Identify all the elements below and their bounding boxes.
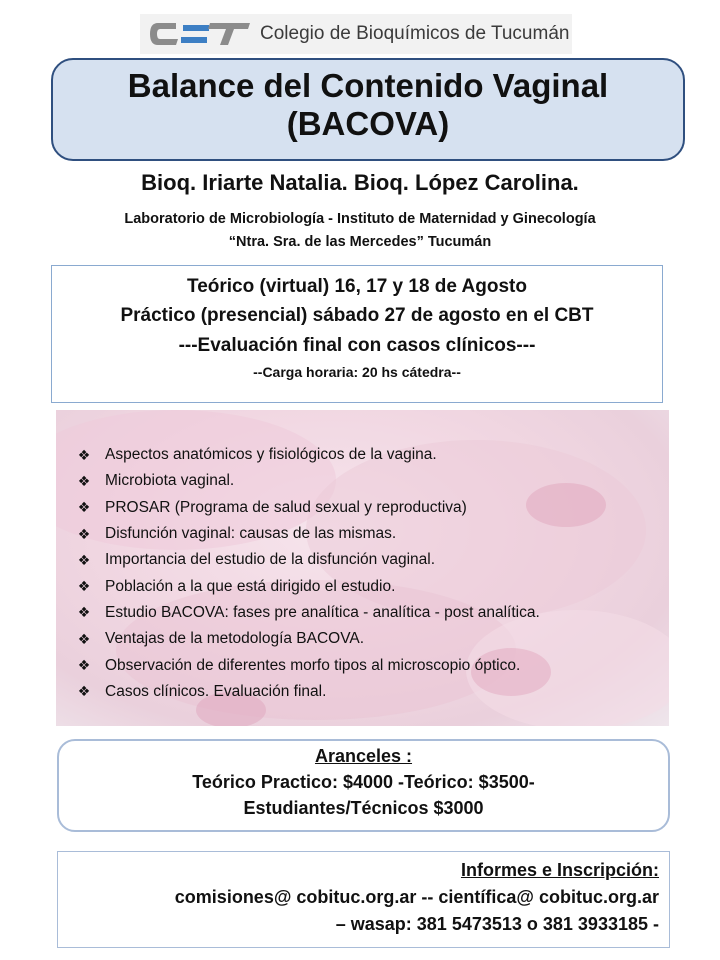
info-heading: Informes e Inscripción: (460, 860, 659, 880)
schedule-box (51, 265, 663, 403)
diamond-bullet-icon: ❖ (77, 630, 91, 647)
diamond-bullet-icon: ❖ (77, 683, 91, 700)
page-title-acronym: (BACOVA) (286, 105, 450, 143)
topic-text: PROSAR (Programa de salud sexual y reproductiva) (105, 498, 467, 516)
schedule-theory: Teórico (virtual) 16, 17 y 18 de Agosto (187, 276, 527, 297)
topic-text: Aspectos anatómicos y fisiológicos de la vagina. (105, 446, 437, 464)
lab-line: “Ntra. Sra. de las Mercedes” Tucumán (228, 234, 492, 251)
fees-heading: Aranceles : (314, 746, 413, 766)
diamond-bullet-icon: ❖ (77, 446, 91, 463)
lab-affiliation (0, 208, 720, 254)
fees-box (57, 739, 670, 832)
topic-text: Importancia del estudio de la disfunción vaginal. (105, 551, 436, 569)
topic-text: Microbiota vaginal. (105, 472, 235, 490)
header-logo-bar (140, 14, 572, 54)
topics-list (76, 442, 540, 705)
info-box (57, 851, 670, 948)
list-item (76, 626, 540, 652)
schedule-hours: --Carga horaria: 20 hs cátedra-- (253, 364, 461, 381)
title-box (51, 58, 685, 161)
topic-text: Población a la que está dirigido el estudio. (105, 577, 396, 595)
diamond-bullet-icon: ❖ (77, 472, 91, 489)
diamond-bullet-icon: ❖ (77, 499, 91, 516)
fees-line: Estudiantes/Técnicos $3000 (243, 798, 484, 819)
list-item (76, 442, 540, 468)
schedule-practice: Práctico (presencial) sábado 27 de agosto en el CBT (120, 305, 594, 327)
list-item (76, 652, 540, 678)
diamond-bullet-icon: ❖ (77, 604, 91, 621)
topic-text: Ventajas de la metodología BACOVA. (105, 630, 365, 648)
list-item (76, 468, 540, 494)
page-title: Balance del Contenido Vaginal (127, 67, 609, 104)
topic-text: Casos clínicos. Evaluación final. (105, 682, 327, 700)
list-item (76, 679, 540, 705)
schedule-evaluation: ---Evaluación final con casos clínicos--- (178, 334, 536, 356)
cbt-logo-icon (146, 19, 254, 49)
fees-line: Teórico Practico: $4000 -Teórico: $3500- (192, 772, 535, 793)
list-item (76, 573, 540, 599)
list-item (76, 547, 540, 573)
list-item (76, 521, 540, 547)
topic-text: Estudio BACOVA: fases pre analítica - analítica - post analítica. (105, 603, 540, 621)
logo-text: Colegio de Bioquímicos de Tucumán (260, 23, 570, 44)
diamond-bullet-icon: ❖ (77, 551, 91, 568)
diamond-bullet-icon: ❖ (77, 657, 91, 674)
list-item (76, 600, 540, 626)
topic-text: Observación de diferentes morfo tipos al microscopio óptico. (105, 656, 521, 674)
authors: Bioq. Iriarte Natalia. Bioq. López Carolina. (141, 170, 579, 195)
info-phones: – wasap: 381 5473513 o 381 3933185 - (335, 914, 659, 934)
topics-panel (56, 410, 669, 726)
lab-line: Laboratorio de Microbiología - Instituto de Maternidad y Ginecología (124, 211, 596, 227)
diamond-bullet-icon: ❖ (77, 578, 91, 595)
diamond-bullet-icon: ❖ (77, 525, 91, 542)
info-emails: comisiones@ cobituc.org.ar -- científica@ cobituc.org.ar (174, 887, 659, 907)
list-item (76, 495, 540, 521)
topic-text: Disfunción vaginal: causas de las mismas. (105, 525, 397, 543)
